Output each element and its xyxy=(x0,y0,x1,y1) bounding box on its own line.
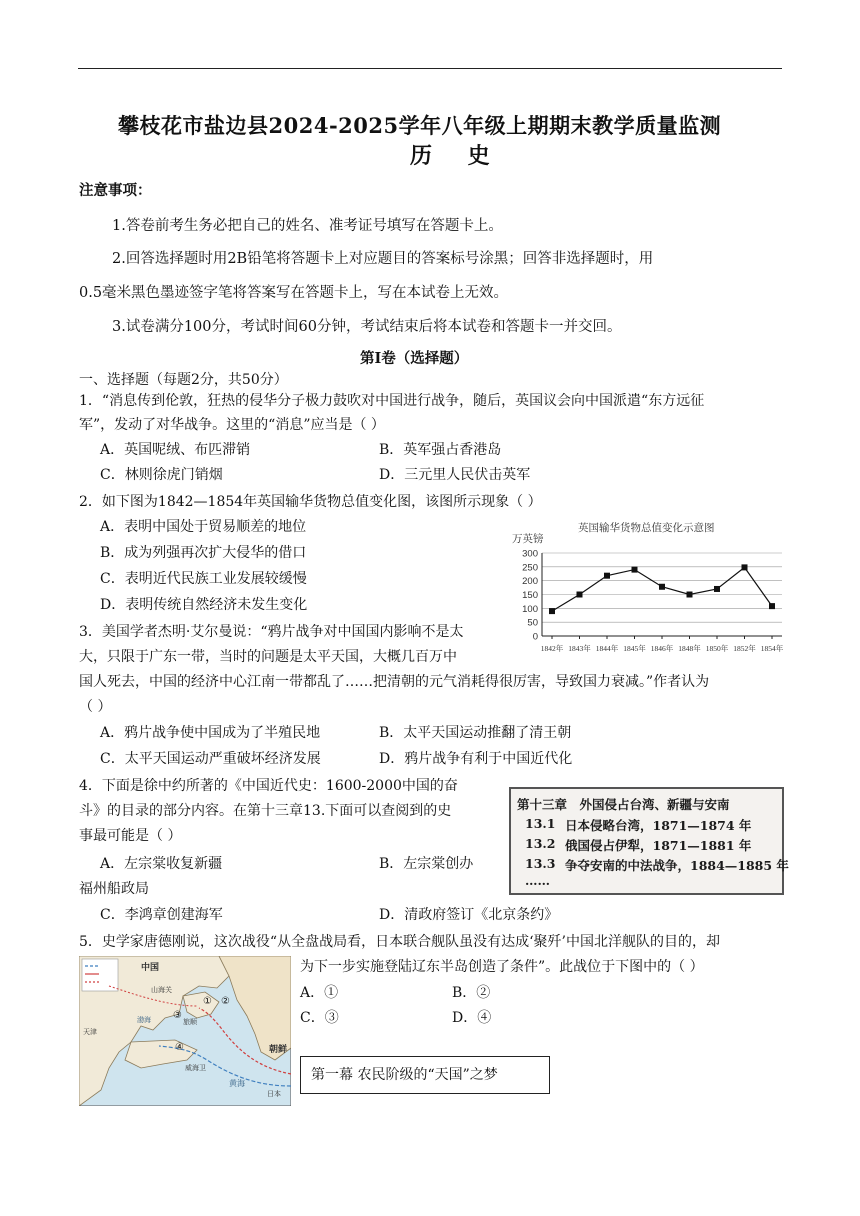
chart-ytick-label: 200 xyxy=(522,576,538,588)
chart-xtick-label: 1852年 xyxy=(733,644,756,653)
contents-row-num: 13.2 xyxy=(525,836,556,851)
exam-title: 攀枝花市盐边县2024-2025学年八年级上期期末教学质量监测 xyxy=(118,113,722,138)
question-4-line: 4．下面是徐中约所著的《中国近代史：1600-2000中国的奋 xyxy=(79,778,458,794)
sino-japanese-war-map xyxy=(79,956,291,1106)
chart-data-point xyxy=(714,586,720,592)
map-label-weihaiwei: 威海卫 xyxy=(185,1065,206,1072)
question-2-line: 2．如下图为1842—1854年英国输华货物总值变化图，该图所示现象（ ） xyxy=(79,494,542,510)
chart-ylabel: 万英镑 xyxy=(512,533,544,545)
q4-option-c[interactable]: C．李鸿章创建海军 xyxy=(100,907,223,923)
chart-ytick-label: 100 xyxy=(522,603,538,615)
q5-option-b[interactable]: B．② xyxy=(452,985,491,1001)
map-marker-1: ① xyxy=(203,996,212,1007)
q2-option-b[interactable]: B．成为列强再次扩大侵华的借口 xyxy=(100,545,307,561)
subject-title: 历 史 xyxy=(410,143,504,169)
contents-chapter: 第十三章 外国侵占台湾、新疆与安南 xyxy=(517,797,730,812)
chart-xtick-label: 1848年 xyxy=(678,644,701,653)
contents-row-text: 日本侵略台湾，1871—1874 年 xyxy=(565,818,752,833)
chart-xtick-label: 1843年 xyxy=(568,644,591,653)
chart-data-point xyxy=(659,584,665,590)
chart-xtick-label: 1850年 xyxy=(705,644,729,653)
question-3-line: 国人死去，中国的经济中心江南一带都乱了……把清朝的元气消耗得很厉害，导致国力衰减。”作者认为 xyxy=(79,674,710,690)
q2-option-c[interactable]: C．表明近代民族工业发展较缓慢 xyxy=(100,571,307,587)
q1-option-a[interactable]: A．英国呢绒、布匹滞销 xyxy=(100,442,251,458)
map-label-japan: 日本 xyxy=(267,1091,281,1098)
book-contents-excerpt xyxy=(509,787,789,895)
chart-ytick-label: 300 xyxy=(522,548,538,560)
chart-xtick-label: 1844年 xyxy=(595,644,619,653)
notice-item: 1.答卷前考生务必把自己的姓名、准考证号填写在答题卡上。 xyxy=(112,218,503,234)
question-4-line: 斗》的目录的部分内容。在第十三章13.下面可以查阅到的史 xyxy=(79,803,452,819)
map-marker-2: ② xyxy=(221,996,230,1007)
notice-heading: 注意事项： xyxy=(79,182,152,199)
q3-option-a[interactable]: A．鸦片战争使中国成为了半殖民地 xyxy=(100,725,321,741)
question-5-line: 为下一步实施登陆辽东半岛创造了条件”。此战位于下图中的（ ） xyxy=(300,959,704,975)
q1-option-c[interactable]: C．林则徐虎门销烟 xyxy=(100,467,223,483)
notice-item: 3.试卷满分100分，考试时间60分钟，考试结束后将本试卷和答题卡一并交回。 xyxy=(112,319,622,335)
contents-ellipsis: …… xyxy=(525,873,550,888)
chart-title: 英国输华货物总值变化示意图 xyxy=(578,522,715,534)
map-label-tianjin: 天津 xyxy=(83,1029,97,1036)
chart-data-point xyxy=(632,567,638,573)
section-title: 第Ⅰ卷（选择题） xyxy=(360,350,469,367)
q5-option-c[interactable]: C．③ xyxy=(300,1010,339,1026)
question-3-line: （ ） xyxy=(79,699,112,715)
map-legend xyxy=(82,959,118,991)
question-1-line: 1．“消息传到伦敦，狂热的侵华分子极力鼓吹对中国进行战争，随后，英国议会向中国派遣“东方远征 xyxy=(79,393,705,409)
contents-row-text: 争夺安南的中法战争，1884—1885 年 xyxy=(565,858,789,873)
chart-data-point xyxy=(769,603,775,609)
map-label-korea: 朝鲜 xyxy=(269,1044,288,1054)
chart-ytick-label: 50 xyxy=(527,617,538,629)
q4-option-b[interactable]: B．左宗棠创办 xyxy=(379,856,474,872)
q3-option-c[interactable]: C．太平天国运动严重破坏经济发展 xyxy=(100,751,321,767)
chart-xtick-label: 1846年 xyxy=(650,644,674,653)
map-marker-4: ④ xyxy=(175,1042,184,1053)
trade-value-line-chart xyxy=(500,515,790,660)
q2-option-a[interactable]: A．表明中国处于贸易顺差的地位 xyxy=(100,519,307,535)
q1-option-b[interactable]: B．英军强占香港岛 xyxy=(379,442,502,458)
chart-xtick-label: 1845年 xyxy=(623,644,646,653)
chart-data-point xyxy=(687,592,693,598)
map-label-china: 中国 xyxy=(141,962,160,972)
part-heading: 一、选择题（每题2分，共50分） xyxy=(79,372,288,388)
map-label-yellow-sea: 黄海 xyxy=(229,1079,245,1088)
chart-ytick-label: 150 xyxy=(522,590,538,601)
chart-data-point xyxy=(742,564,748,570)
chart-xtick-label: 1842年 xyxy=(540,644,564,653)
top-rule xyxy=(78,68,782,69)
contents-row-num: 13.1 xyxy=(525,816,556,831)
chart-ytick-label: 0 xyxy=(532,631,538,643)
map-marker-3: ③ xyxy=(173,1010,182,1021)
question-1-line: 军”，发动了对华战争。这里的“消息”应当是（ ） xyxy=(79,417,385,433)
question-3-line: 大，只限于广东一带，当时的问题是太平天国，大概几百万中 xyxy=(79,649,457,665)
q3-option-d[interactable]: D．鸦片战争有利于中国近代化 xyxy=(379,751,573,767)
question-5-line: 5．史学家唐德刚说，这次战役“从全盘战局看，日本联合舰队虽没有达成‘聚歼’中国北洋舰队的目的，却 xyxy=(79,934,720,950)
notice-item: 0.5毫米黑色墨迹签字笔将答案写在答题卡上，写在本试卷上无效。 xyxy=(79,285,509,301)
chart-xtick-label: 1854年 xyxy=(760,644,784,653)
q2-option-d[interactable]: D．表明传统自然经济未发生变化 xyxy=(100,597,308,613)
chart-ytick-label: 250 xyxy=(522,562,538,574)
chart-data-point xyxy=(604,573,610,579)
contents-row-num: 13.3 xyxy=(525,856,556,871)
q3-option-b[interactable]: B．太平天国运动推翻了清王朝 xyxy=(379,725,572,741)
chart-data-point xyxy=(577,592,583,598)
q5-option-a[interactable]: A．① xyxy=(300,985,339,1001)
question-3-line: 3．美国学者杰明·艾尔曼说：“鸦片战争对中国国内影响不是太 xyxy=(79,624,464,640)
notice-item: 2.回答选择题时用2B铅笔将答题卡上对应题目的答案标号涂黑；回答非选择题时，用 xyxy=(112,251,654,267)
q1-option-d[interactable]: D．三元里人民伏击英军 xyxy=(379,467,531,483)
scene-box-text: 第一幕 农民阶级的“天国”之梦 xyxy=(311,1067,498,1083)
q4-option-a[interactable]: A．左宗棠收复新疆 xyxy=(100,856,223,872)
question-4-line: 事最可能是（ ） xyxy=(79,828,182,844)
map-label-lushun: 旅顺 xyxy=(183,1019,197,1026)
q4-option-b-continued: 福州船政局 xyxy=(79,881,149,897)
chart-data-point xyxy=(549,608,555,614)
map-label-bohai: 渤海 xyxy=(137,1017,151,1024)
contents-row-text: 俄国侵占伊犁，1871—1881 年 xyxy=(565,838,752,853)
map-label-shanhaiguan: 山海关 xyxy=(151,987,172,994)
q5-option-d[interactable]: D．④ xyxy=(452,1010,492,1026)
q4-option-d[interactable]: D．清政府签订《北京条约》 xyxy=(379,907,559,923)
scene-box xyxy=(300,1056,550,1094)
